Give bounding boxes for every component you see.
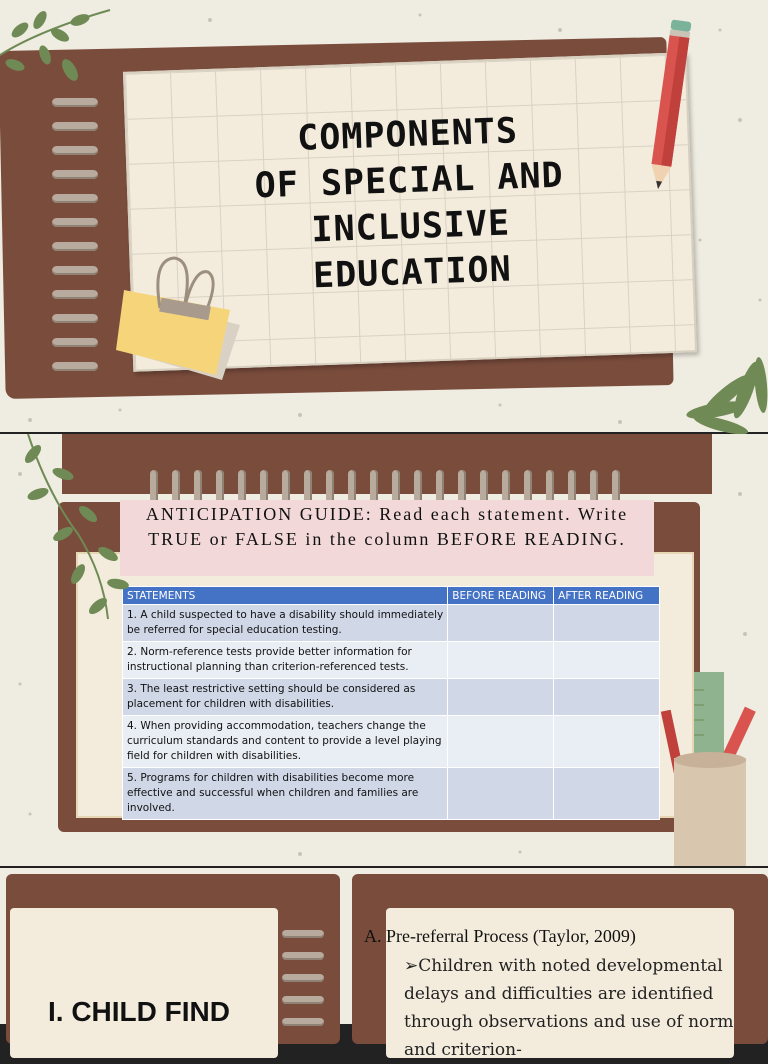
column-header: BEFORE READING	[448, 587, 554, 605]
spiral-ring	[392, 470, 400, 504]
after-reading-cell	[554, 768, 660, 820]
spiral-ring	[52, 122, 98, 131]
title-line: OF SPECIAL AND	[254, 155, 565, 207]
after-reading-cell	[554, 605, 660, 642]
spiral-ring	[172, 470, 180, 504]
after-reading-cell	[554, 679, 660, 716]
spiral-ring	[194, 470, 202, 504]
spiral-ring	[52, 290, 98, 299]
title-line: EDUCATION	[312, 249, 513, 297]
subheading: A. Pre-referral Process (Taylor, 2009)	[364, 926, 636, 946]
table-row	[123, 768, 660, 820]
spiral-ring	[568, 470, 576, 504]
spiral-ring	[502, 470, 510, 504]
spiral-ring	[52, 194, 98, 203]
bullet-paragraph	[404, 952, 734, 1064]
spiral-ring	[282, 974, 324, 982]
column-header: AFTER READING	[554, 587, 660, 605]
spiral-ring	[458, 470, 466, 504]
sticky-note-clip-icon	[112, 250, 252, 385]
spiral-ring	[282, 930, 324, 938]
spiral-ring	[52, 98, 98, 107]
statement-cell: 5. Programs for children with disabilities become more effective and successful when children and families are involved.	[123, 768, 448, 820]
notebook-page-left	[10, 908, 278, 1058]
statement-cell: 4. When providing accommodation, teachers change the curriculum standards and content to provide a level playing field for children with disabilities.	[123, 716, 448, 768]
spiral-ring	[282, 1018, 324, 1026]
anticipation-guide-table	[122, 586, 660, 820]
spiral-ring	[282, 470, 290, 504]
spiral-ring	[52, 338, 98, 347]
spiral-ring	[150, 470, 158, 504]
spiral-ring	[52, 266, 98, 275]
spiral-ring	[304, 470, 312, 504]
slide-child-find	[0, 868, 768, 1060]
leaf-vine-icon	[8, 434, 138, 624]
pencil-icon	[640, 14, 700, 199]
section-heading: I. CHILD FIND	[48, 996, 230, 1027]
spiral-ring	[52, 242, 98, 251]
spiral-ring	[326, 470, 334, 504]
before-reading-cell	[448, 642, 554, 679]
spiral-ring	[348, 470, 356, 504]
spiral-ring	[480, 470, 488, 504]
table-row	[123, 605, 660, 642]
spiral-ring	[282, 996, 324, 1004]
before-reading-cell	[448, 679, 554, 716]
leaf-branch-icon	[0, 0, 120, 95]
spiral-ring	[238, 470, 246, 504]
slide-title	[0, 0, 768, 432]
spiral-ring	[52, 314, 98, 323]
statement-cell: 2. Norm-reference tests provide better information for instructional planning than criterion-referenced tests.	[123, 642, 448, 679]
slide-anticipation-guide	[0, 434, 768, 866]
after-reading-cell	[554, 642, 660, 679]
table-row	[123, 679, 660, 716]
spiral-ring	[612, 470, 620, 504]
spiral-ring	[590, 470, 598, 504]
table-row	[123, 716, 660, 768]
before-reading-cell	[448, 768, 554, 820]
statement-cell: 3. The least restrictive setting should be considered as placement for children with disabilities.	[123, 679, 448, 716]
spiral-ring	[436, 470, 444, 504]
arrow-bullet-icon: ➢	[404, 956, 419, 976]
before-reading-cell	[448, 716, 554, 768]
table-header-row	[123, 587, 660, 605]
anticipation-guide-instruction: ANTICIPATION GUIDE: Read each statement. Write TRUE or FALSE in the column BEFORE READING.	[120, 500, 654, 576]
spiral-ring	[52, 146, 98, 155]
spiral-ring	[414, 470, 422, 504]
statement-cell: 1. A child suspected to have a disability should immediately be referred for special education testing.	[123, 605, 448, 642]
title-line: INCLUSIVE	[310, 203, 511, 251]
spiral-ring	[524, 470, 532, 504]
after-reading-cell	[554, 716, 660, 768]
spiral-ring	[52, 362, 98, 371]
spiral-ring	[52, 218, 98, 227]
title-line: COMPONENTS	[296, 111, 519, 159]
spiral-ring	[370, 470, 378, 504]
slide-title-text	[187, 104, 633, 303]
spiral-ring	[216, 470, 224, 504]
spiral-ring	[260, 470, 268, 504]
palm-leaf-icon	[676, 340, 768, 432]
table-row	[123, 642, 660, 679]
spiral-ring	[546, 470, 554, 504]
spiral-ring	[282, 952, 324, 960]
bullet-text: Children with noted developmental delays and difficulties are identified through observations and use of norm and criterion-	[404, 956, 734, 1060]
column-header: STATEMENTS	[123, 587, 448, 605]
pencil-cup-icon	[660, 670, 760, 866]
spiral-ring	[52, 170, 98, 179]
before-reading-cell	[448, 605, 554, 642]
